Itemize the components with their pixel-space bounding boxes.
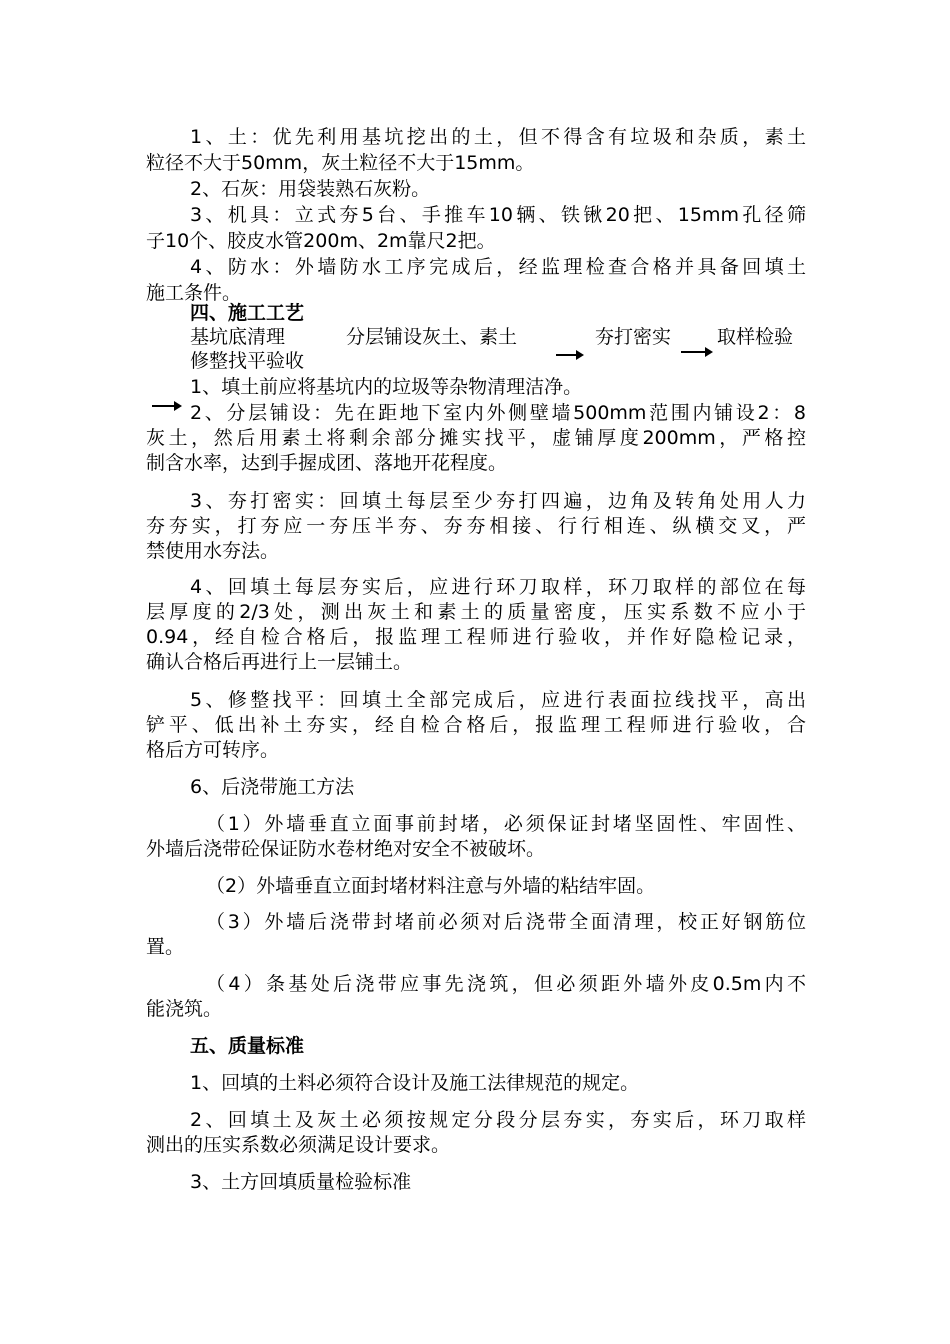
s3-line-1: （3）外墙后浇带封堵前必须对后浇带全面清理，校正好钢筋位	[206, 911, 806, 933]
section5-heading: 五、质量标准	[190, 1035, 305, 1057]
q3-line: 3、土方回填质量检验标准	[190, 1171, 412, 1193]
flow-step-1: 基坑底清理	[190, 326, 286, 348]
soil-line-2: 粒径不大于50mm，灰土粒径不大于15mm。	[146, 152, 535, 174]
flow-step-2: 分层铺设灰土、素土	[346, 326, 518, 348]
p5-line-1: 5、修整找平：回填土全部完成后，应进行表面拉线找平，高出	[190, 689, 806, 711]
p2-line-3: 制含水率，达到手握成团、落地开花程度。	[146, 452, 508, 474]
s3-line-2: 置。	[146, 936, 185, 958]
p3-line-1: 3、夯打密实：回填土每层至少夯打四遍，边角及转角处用人力	[190, 490, 806, 512]
p4-line-3: 0.94，经自检合格后，报监理工程师进行验收，并作好隐检记录，	[146, 626, 806, 648]
soil-line-1: 1、土：优先利用基坑挖出的土，但不得含有垃圾和杂质，素土	[190, 126, 806, 148]
p5-line-2: 铲平、低出补土夯实，经自检合格后，报监理工程师进行验收，合	[146, 714, 806, 736]
section4-heading: 四、施工工艺	[190, 302, 305, 324]
p3-line-2: 夯夯实，打夯应一夯压半夯、夯夯相接、行行相连、纵横交叉，严	[146, 515, 806, 537]
waterproof-line-2: 施工条件。	[146, 282, 242, 304]
flow-step-3: 夯打密实	[595, 326, 672, 348]
p6-line: 6、后浇带施工方法	[190, 776, 355, 798]
q1-line: 1、回填的土料必须符合设计及施工法律规范的规定。	[190, 1072, 640, 1094]
flow-arrow-icon	[556, 354, 580, 356]
q2-line-2: 测出的压实系数必须满足设计要求。	[146, 1134, 451, 1156]
p4-line-4: 确认合格后再进行上一层铺土。	[146, 651, 413, 673]
tools-line-2: 子10个、胶皮水管200m、2m靠尺2把。	[146, 230, 496, 252]
tools-line-1: 3、机具：立式夯5台、手推车10辆、铁锹20把、15mm孔径筛	[190, 204, 806, 226]
p5-line-3: 格后方可转序。	[146, 739, 280, 761]
p1-line: 1、填土前应将基坑内的垃圾等杂物清理洁净。	[190, 376, 583, 398]
q2-line-1: 2、回填土及灰土必须按规定分段分层夯实，夯实后，环刀取样	[190, 1109, 806, 1131]
p2-line-1: 2、分层铺设：先在距地下室内外侧壁墙500mm范围内铺设2：8	[190, 402, 806, 424]
flow-arrow-icon	[681, 351, 709, 353]
p3-line-3: 禁使用水夯法。	[146, 540, 280, 562]
flow-arrow-icon	[152, 405, 178, 407]
s4-line-1: （4）条基处后浇带应事先浇筑，但必须距外墙外皮0.5m内不	[206, 973, 806, 995]
flow-step-5: 修整找平验收	[190, 350, 305, 372]
s2-line: （2）外墙垂直立面封堵材料注意与外墙的粘结牢固。	[206, 875, 656, 897]
s4-line-2: 能浇筑。	[146, 998, 223, 1020]
p4-line-1: 4、回填土每层夯实后，应进行环刀取样，环刀取样的部位在每	[190, 576, 806, 598]
lime-line: 2、石灰：用袋装熟石灰粉。	[190, 178, 431, 200]
s1-line-2: 外墙后浇带砼保证防水卷材绝对安全不被破坏。	[146, 838, 546, 860]
flow-step-4: 取样检验	[717, 326, 794, 348]
waterproof-line-1: 4、防水：外墙防水工序完成后，经监理检查合格并具备回填土	[190, 256, 806, 278]
s1-line-1: （1）外墙垂直立面事前封堵，必须保证封堵坚固性、牢固性、	[206, 813, 806, 835]
p2-line-2: 灰土，然后用素土将剩余部分摊实找平，虚铺厚度200mm，严格控	[146, 427, 806, 449]
p4-line-2: 层厚度的2/3处，测出灰土和素土的质量密度，压实系数不应小于	[146, 601, 806, 623]
